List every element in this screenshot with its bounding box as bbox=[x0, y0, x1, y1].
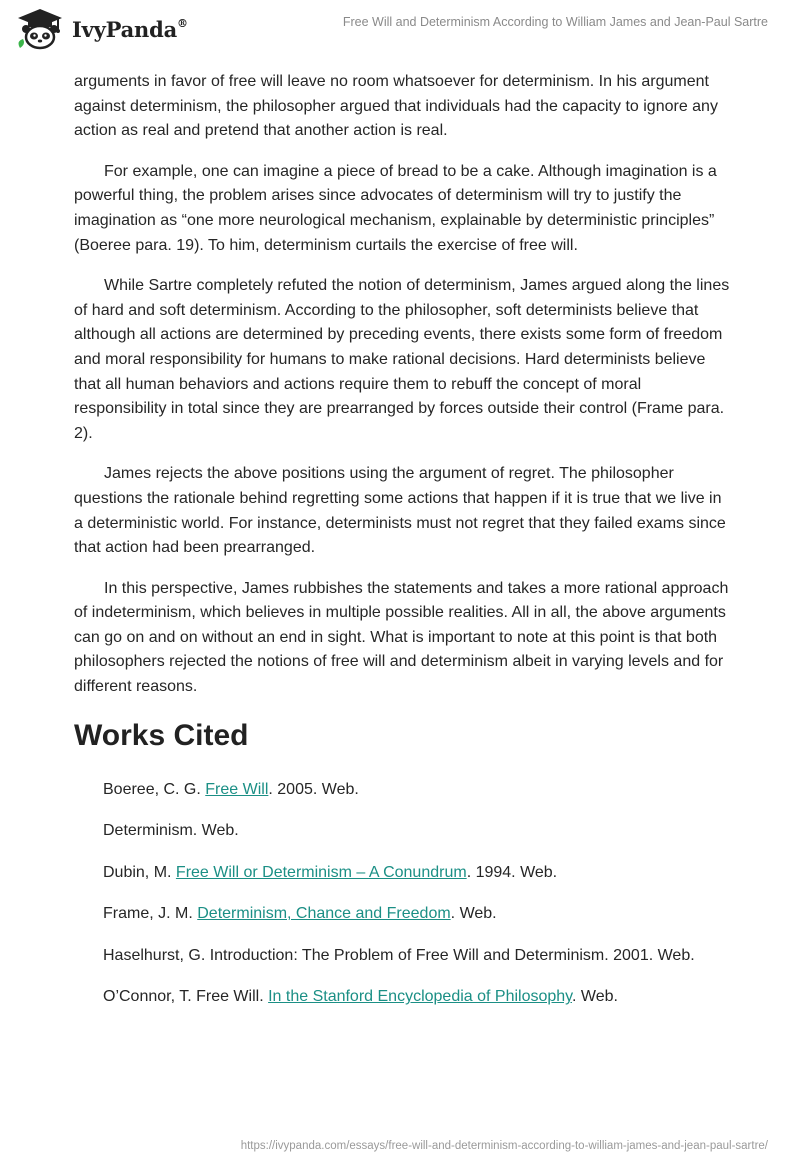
citation-text: Frame, J. M. bbox=[103, 905, 198, 923]
citation-item bbox=[103, 778, 734, 802]
essay-content bbox=[74, 70, 734, 1027]
paragraph: While Sartre completely refuted the notion of determinism, James argued along the lines of hard and soft determinism. According to the philosopher, soft determinists believe that although all actions are determined by preceding events, there exists some form of freedom and moral responsibility for humans to make rational decisions. Hard determinists believe that all human behaviors and actions require them to rebuff the concept of moral responsibility in total since they are prearranged by forces outside their control (Frame para. 2). bbox=[74, 277, 730, 442]
panda-graduate-icon bbox=[14, 8, 66, 50]
citation-link[interactable]: Determinism, Chance and Freedom bbox=[197, 905, 451, 923]
citation-text: O’Connor, T. Free Will. bbox=[103, 988, 269, 1006]
citation-suffix: . 1994. Web. bbox=[466, 863, 558, 881]
citation-item bbox=[103, 819, 734, 843]
paragraph: arguments in favor of free will leave no room whatsoever for determinism. In his argument against determinism, the philosopher argued that individuals had the capacity to ignore any action as real and pretend that another action is real. bbox=[74, 73, 718, 140]
works-cited-heading: Works Cited bbox=[74, 718, 249, 752]
source-url[interactable]: https://ivypanda.com/essays/free-will-and-determinism-according-to-william-james-and-jean-paul-sartre/ bbox=[240, 1140, 768, 1152]
citation-text: Haselhurst, G. Introduction: The Problem of Free Will and Determinism. 2001. Web. bbox=[103, 946, 695, 964]
citation-link[interactable]: Free Will bbox=[205, 780, 269, 798]
brand-logo[interactable] bbox=[14, 8, 188, 50]
document-title: Free Will and Determinism According to William James and Jean-Paul Sartre bbox=[342, 15, 768, 29]
citation-text: Determinism. Web. bbox=[103, 822, 239, 840]
citation-suffix: . 2005. Web. bbox=[268, 780, 359, 798]
paragraph: James rejects the above positions using the argument of regret. The philosopher questions the rationale behind regretting some actions that happen if it is true that we live in a deterministic world. For instance, determinists must not regret that they failed exams since that action had been prearranged. bbox=[74, 465, 726, 557]
citation-link[interactable]: In the Stanford Encyclopedia of Philosophy bbox=[268, 988, 572, 1006]
citation-link[interactable]: Free Will or Determinism – A Conundrum bbox=[175, 863, 467, 881]
registered-mark: ® bbox=[177, 16, 188, 30]
paragraph: For example, one can imagine a piece of bread to be a cake. Although imagination is a powerful thing, the problem arises since advocates of determinism will try to justify the imagination as “one more neurological mechanism, explainable by deterministic principles” (Boeree para. 19). To him, determinism curtails the exercise of free will. bbox=[74, 162, 717, 254]
brand-name: IvyPanda® bbox=[72, 16, 188, 42]
citation-suffix: . Web. bbox=[572, 988, 618, 1006]
citation-suffix: . Web. bbox=[450, 905, 497, 923]
paragraph: In this perspective, James rubbishes the statements and takes a more rational approach of indeterminism, which believes in multiple possible realities. All in all, the above arguments can go on and on without an end in sight. What is important to note at this point is that both philosophers rejected the notions of free will and determinism albeit in varying levels and for different reasons. bbox=[74, 579, 729, 696]
page-header bbox=[0, 0, 800, 60]
citation-text: Boeree, C. G. bbox=[103, 780, 206, 798]
citation-item bbox=[103, 902, 734, 926]
citation-item bbox=[103, 985, 734, 1009]
citation-text: Dubin, M. bbox=[103, 863, 176, 881]
citation-item bbox=[103, 944, 734, 968]
works-cited-list bbox=[103, 778, 734, 1010]
citation-item bbox=[103, 861, 734, 885]
